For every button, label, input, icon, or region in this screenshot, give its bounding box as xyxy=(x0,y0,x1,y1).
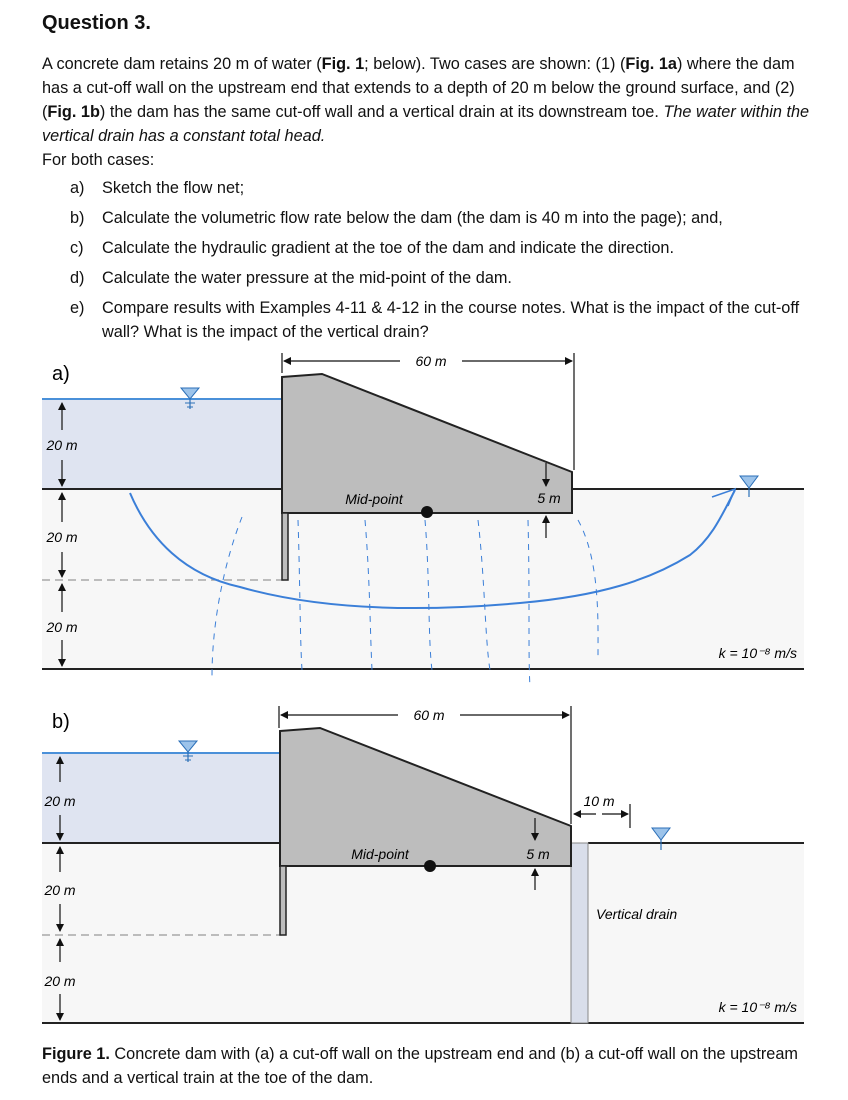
task-text: Compare results with Examples 4-11 & 4-12 in the course notes. What is the impact of the cut-off wall? What is the impact of the vertical drain? xyxy=(102,299,800,341)
intro-text-5: For both cases: xyxy=(42,151,155,169)
panel-label: b) xyxy=(52,711,70,733)
intro-text-3: ) where the dam has a cut-off wall on the upstream end that extends to a depth of 20 m below the ground surface, and (2) ( xyxy=(42,55,795,121)
task-text: Sketch the flow net; xyxy=(102,179,245,197)
water-depth-label: 20 m xyxy=(44,793,76,809)
task-label: b) xyxy=(70,209,85,227)
task-text: Calculate the volumetric flow rate below the dam (the dam is 40 m into the page); and, xyxy=(102,209,723,227)
intro-italic: The water within the vertical drain has a constant total head. xyxy=(42,103,810,145)
midpoint-label: Mid-point xyxy=(345,491,403,507)
figure-a xyxy=(42,353,804,688)
reservoir-water xyxy=(42,399,282,489)
soil-layer xyxy=(42,843,804,1023)
vertical-drain xyxy=(571,843,588,1023)
reservoir-water xyxy=(42,753,280,843)
width-label: 60 m xyxy=(413,707,445,723)
intro-fig1b: Fig. 1b xyxy=(47,103,100,121)
permeability-label: k = 10⁻⁸ m/s xyxy=(718,645,797,661)
intro-fig1a: Fig. 1a xyxy=(625,55,677,73)
panel-label: a) xyxy=(52,363,70,385)
midpoint-marker xyxy=(421,506,433,518)
task-label: d) xyxy=(70,269,85,287)
width-label: 60 m xyxy=(415,353,447,369)
layer2-label: 20 m xyxy=(46,619,78,635)
question-title: Question 3. xyxy=(42,12,151,34)
layer1-label: 20 m xyxy=(46,529,78,545)
caption-label: Figure 1. xyxy=(42,1045,110,1063)
caption-text: Concrete dam with (a) a cut-off wall on the upstream end and (b) a cut-off wall on the upstream ends and a vertical train at the toe of the dam. xyxy=(42,1045,798,1087)
task-text: Calculate the water pressure at the mid-point of the dam. xyxy=(102,269,512,287)
permeability-label: k = 10⁻⁸ m/s xyxy=(718,999,797,1015)
intro-text-2: ; below). Two cases are shown: (1) ( xyxy=(364,55,626,73)
layer2-label: 20 m xyxy=(44,973,76,989)
intro-text-4: ) the dam has the same cut-off wall and a vertical drain at its downstream toe. xyxy=(99,103,664,121)
drain-label: Vertical drain xyxy=(596,906,678,922)
dam-body xyxy=(282,374,572,513)
figure-caption xyxy=(42,1042,832,1090)
task-label: a) xyxy=(70,179,85,197)
water-depth-label: 20 m xyxy=(46,437,78,453)
figure-b xyxy=(42,706,804,1023)
midpoint-marker xyxy=(424,860,436,872)
task-label: e) xyxy=(70,299,85,317)
task-label: c) xyxy=(70,239,84,257)
intro-fig1: Fig. 1 xyxy=(321,55,365,73)
cutoff-wall xyxy=(280,866,286,935)
midpoint-label: Mid-point xyxy=(351,846,409,862)
drain-width-label: 10 m xyxy=(583,793,615,809)
cutoff-wall xyxy=(282,513,288,580)
embed-label: 5 m xyxy=(537,490,561,506)
layer1-label: 20 m xyxy=(44,882,76,898)
intro-text-1: A concrete dam retains 20 m of water ( xyxy=(42,55,322,73)
embed-label: 5 m xyxy=(526,846,550,862)
task-text: Calculate the hydraulic gradient at the toe of the dam and indicate the direction. xyxy=(102,239,675,257)
